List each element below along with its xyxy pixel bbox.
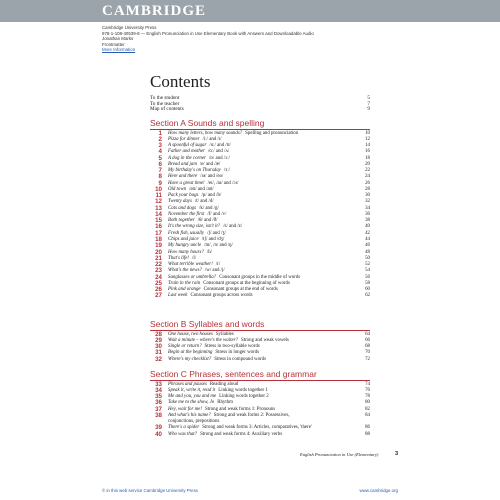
- unit-page: 60: [365, 287, 370, 293]
- unit-page: 50: [365, 255, 370, 261]
- unit-page: 88: [365, 431, 370, 437]
- section-label: Frontmatter: [102, 41, 125, 47]
- unit-number: 20: [155, 248, 162, 256]
- unit-description: Strong and weak forms 3: Articles, comparatives, 'there': [202, 425, 312, 431]
- publisher-banner: [0, 0, 500, 22]
- unit-title: Here and there: [168, 174, 198, 180]
- unit-title: Fresh fish, usually: [168, 230, 205, 236]
- unit-list: [150, 382, 370, 438]
- unit-description: conjunctions, prepositions: [168, 419, 220, 425]
- unit-description: Stress in longer words: [215, 350, 260, 356]
- unit-description: Strong and weak forms 1: Pronouns: [204, 406, 276, 412]
- unit-page: 80: [365, 400, 370, 406]
- unit-title: It's the wrong size, isn't it?: [168, 224, 221, 230]
- unit-number: 38: [155, 411, 162, 419]
- unit-number: 5: [158, 154, 162, 162]
- unit-title: Where's my checklist?: [168, 356, 212, 362]
- unit-title: Hey, wait for me!: [168, 406, 202, 412]
- unit-number: 1: [158, 129, 162, 137]
- unit-description: Consonant groups at the end of words: [203, 287, 278, 293]
- unit-title: Cats and dogs: [168, 205, 196, 211]
- unit-description: Linking words together 2: [219, 394, 269, 400]
- unit-number: 22: [155, 261, 162, 269]
- unit-description: /əʊ/ and /aʊ/: [189, 186, 214, 192]
- unit-description: /m/, /n/ and /ŋ/: [204, 243, 233, 249]
- unit-page: 78: [365, 394, 370, 400]
- unit-page: 54: [365, 268, 370, 274]
- unit-list: [150, 131, 370, 300]
- unit-description: Spelling and pronunciation: [245, 130, 299, 136]
- unit-title: Both together: [168, 218, 195, 224]
- publisher-logo: CAMBRIDGE: [102, 3, 207, 19]
- page-footer: [300, 451, 399, 457]
- unit-number: 17: [155, 229, 162, 237]
- unit-page: 38: [365, 218, 370, 224]
- unit-description: Reading aloud: [209, 381, 239, 387]
- unit-title: Speak it, write it, read it: [168, 387, 216, 393]
- unit-title: Pack your bags: [168, 193, 199, 199]
- unit-title: Begin at the beginning: [168, 350, 213, 356]
- section-heading: Section C Phrases, sentences and grammar: [150, 369, 317, 379]
- unit-page: 56: [365, 274, 370, 280]
- unit-description: /uː/ and /ʊ/: [209, 143, 231, 149]
- unit-description: /ɑː/ and /ʌ/: [207, 149, 230, 155]
- front-matter-page: 5: [367, 95, 370, 101]
- unit-page: 66: [365, 337, 370, 343]
- unit-title: What's the news?: [168, 268, 202, 274]
- unit-description: /tʃ/ and /dʒ/: [201, 237, 225, 243]
- unit-description: Linking words together 1: [218, 387, 268, 393]
- unit-title: Single or return?: [168, 344, 202, 350]
- unit-page: 14: [365, 143, 370, 149]
- unit-title: Pink and orange: [168, 287, 201, 293]
- unit-number: 8: [158, 173, 162, 181]
- unit-description: /k/ and /g/: [199, 205, 219, 211]
- unit-page: 32: [365, 199, 370, 205]
- unit-number: 10: [155, 185, 162, 193]
- unit-title: How many letters, how many sounds?: [168, 130, 243, 136]
- unit-description: /iː/ and /ɪ/: [202, 136, 222, 142]
- unit-description: /l/: [192, 255, 197, 261]
- unit-number: 26: [155, 286, 162, 294]
- unit-description: /θ/ and /ð/: [197, 218, 218, 224]
- unit-number: 37: [155, 405, 162, 413]
- unit-number: 11: [155, 192, 162, 200]
- page-title: Contents: [150, 72, 211, 91]
- front-matter-label: Map of contents: [150, 106, 184, 113]
- unit-description: /w/ and /j/: [204, 268, 225, 274]
- unit-number: 27: [155, 292, 162, 300]
- unit-page: 26: [365, 180, 370, 186]
- more-information-link[interactable]: More Information: [102, 47, 136, 53]
- unit-number: 19: [155, 242, 162, 250]
- unit-description: Syllables: [215, 331, 234, 337]
- unit-description: Strong and weak forms 2: Possessives,: [213, 412, 290, 418]
- unit-description: /h/: [206, 249, 213, 255]
- page-number: 3: [395, 451, 399, 457]
- unit-title: Take me to the show, Jo: [168, 400, 215, 406]
- unit-title: Train in the rain: [168, 280, 201, 286]
- unit-description: /s/ and /z/: [223, 224, 243, 230]
- section-heading: Section A Sounds and spelling: [150, 118, 265, 128]
- unit-number: 14: [155, 210, 162, 218]
- unit-number: 6: [158, 160, 162, 168]
- unit-number: 35: [155, 393, 162, 401]
- unit-page: 22: [365, 168, 370, 174]
- unit-page: 84: [365, 412, 370, 418]
- unit-description: /f/ and /v/: [207, 211, 227, 217]
- front-matter-label: To the student: [150, 95, 180, 101]
- unit-description: /t/ and /d/: [194, 199, 214, 205]
- unit-page: 28: [365, 186, 370, 192]
- unit-title: A dog in the corner: [168, 155, 206, 161]
- unit-page: 70: [365, 350, 370, 356]
- unit-number: 3: [158, 142, 162, 150]
- unit-number: 31: [155, 349, 162, 357]
- unit-row[interactable]: [150, 357, 370, 363]
- book-metadata: [102, 25, 314, 53]
- unit-page: 86: [365, 425, 370, 431]
- unit-page: 48: [365, 249, 370, 255]
- unit-page: 76: [365, 387, 370, 393]
- isbn-line: 978-1-108-40539-8 — English Pronunciation in Use Elementary Book with Answers and Downloadable Audio: [102, 30, 314, 36]
- unit-title: Chips and juice: [168, 237, 199, 243]
- unit-description: Strong and weak vowels: [240, 337, 289, 343]
- front-matter-item: [150, 107, 370, 113]
- unit-page: 40: [365, 224, 370, 230]
- unit-number: 32: [155, 355, 162, 363]
- unit-title: Have a great time!: [168, 180, 205, 186]
- front-matter-page: 9: [367, 106, 370, 113]
- section-rule: [150, 129, 370, 130]
- unit-page: 30: [365, 193, 370, 199]
- unit-title: And what's his name?: [168, 412, 211, 418]
- unit-number: 39: [155, 424, 162, 432]
- unit-title: Wait a minute – where's the waiter?: [168, 337, 238, 343]
- unit-title: There's a spider: [168, 425, 200, 431]
- unit-title: November the first: [168, 211, 205, 217]
- unit-number: 40: [155, 430, 162, 438]
- publisher-name: Cambridge University Press: [102, 25, 157, 30]
- author-name: Jonathan Marks: [102, 36, 134, 42]
- unit-description: /ɒ/ and /ɔː/: [208, 155, 230, 161]
- unit-page: 74: [365, 381, 370, 387]
- unit-number: 15: [155, 217, 162, 225]
- unit-number: 25: [155, 279, 162, 287]
- unit-number: 7: [158, 167, 162, 175]
- unit-description: /r/: [215, 262, 221, 268]
- unit-number: 4: [158, 148, 162, 156]
- unit-description: Consonant groups at the beginning of words: [203, 280, 290, 286]
- unit-page: 82: [365, 406, 370, 412]
- unit-page: 52: [365, 262, 370, 268]
- section-rule: [150, 380, 370, 381]
- unit-row[interactable]: [150, 432, 370, 438]
- unit-title: Who was that?: [168, 431, 198, 437]
- unit-number: 24: [155, 273, 162, 281]
- footer-book-title: English Pronunciation in Use (Elementary): [300, 452, 379, 457]
- site-link[interactable]: www.cambridge.org: [359, 488, 398, 493]
- unit-page: 24: [365, 174, 370, 180]
- unit-description: /eɪ/, /aɪ/ and /ɔɪ/: [207, 180, 239, 186]
- unit-title: How many hours?: [168, 249, 204, 255]
- unit-title: My birthday's on Thursday: [168, 168, 221, 174]
- unit-title: Bread and jam: [168, 161, 197, 167]
- unit-title: Sunglasses or umbrella?: [168, 274, 217, 280]
- unit-page: 72: [365, 356, 370, 362]
- unit-description: /ɪə/ and /eə/: [200, 174, 224, 180]
- unit-title: Pizza for dinner: [168, 136, 200, 142]
- unit-number: 21: [155, 254, 162, 262]
- unit-description: Consonant groups across words: [190, 293, 253, 299]
- unit-number: 2: [158, 135, 162, 143]
- unit-page: 18: [365, 155, 370, 161]
- front-matter-list: [150, 96, 370, 113]
- unit-page: 44: [365, 237, 370, 243]
- unit-description: Strong and weak forms 4: Auxiliary verbs: [200, 431, 283, 437]
- unit-page: 20: [365, 161, 370, 167]
- unit-description: /ʃ/ and /ʒ/: [207, 230, 226, 236]
- unit-number: 34: [155, 386, 162, 394]
- unit-description: Consonant groups in the middle of words: [219, 274, 301, 280]
- unit-number: 28: [155, 330, 162, 338]
- unit-row[interactable]: [150, 293, 370, 299]
- unit-number: 16: [155, 223, 162, 231]
- unit-number: 9: [158, 179, 162, 187]
- unit-title: That's life!: [168, 255, 190, 261]
- unit-number: 18: [155, 236, 162, 244]
- unit-page: 16: [365, 149, 370, 155]
- unit-description: Stress in two-syllable words: [204, 344, 260, 350]
- front-matter-label: To the teacher: [150, 100, 180, 107]
- unit-page: 64: [365, 331, 370, 337]
- unit-number: 30: [155, 343, 162, 351]
- unit-list: [150, 332, 370, 363]
- unit-title: Old town: [168, 186, 187, 192]
- front-matter-page: 7: [367, 100, 370, 107]
- unit-title: One house, two houses: [168, 331, 213, 337]
- copyright-link[interactable]: © in this web service Cambridge University Press: [102, 488, 198, 493]
- unit-page: 58: [365, 280, 370, 286]
- unit-number: 23: [155, 267, 162, 275]
- unit-description: /e/ and /æ/: [199, 161, 221, 167]
- unit-title: Phrases and pauses: [168, 381, 207, 387]
- unit-page: 46: [365, 243, 370, 249]
- unit-number: 12: [155, 198, 162, 206]
- unit-number: 13: [155, 204, 162, 212]
- unit-page: 34: [365, 205, 370, 211]
- unit-title: Me and you, you and me: [168, 394, 217, 400]
- unit-page: 62: [365, 293, 370, 299]
- unit-page: 68: [365, 344, 370, 350]
- unit-title: A spoonful of sugar: [168, 143, 207, 149]
- unit-description: Stress in compound words: [214, 356, 266, 362]
- unit-page: 36: [365, 211, 370, 217]
- unit-number: 33: [155, 380, 162, 388]
- unit-title: Father and mother: [168, 149, 205, 155]
- unit-description: /ɜː/: [223, 168, 230, 174]
- unit-page: 42: [365, 230, 370, 236]
- section-rule: [150, 330, 370, 331]
- site-footer: [102, 488, 398, 493]
- unit-page: 10: [365, 130, 370, 136]
- unit-number: 36: [155, 399, 162, 407]
- section-heading: Section B Syllables and words: [150, 319, 265, 329]
- unit-title: Last week: [168, 293, 188, 299]
- unit-number: 29: [155, 336, 162, 344]
- unit-title: Twenty days: [168, 199, 192, 205]
- unit-description: /p/ and /b/: [201, 193, 222, 199]
- unit-page: 12: [365, 136, 370, 142]
- unit-title: What terrible weather!: [168, 262, 213, 268]
- unit-title: My hungry uncle: [168, 243, 202, 249]
- unit-description: Rhythm: [217, 400, 233, 406]
